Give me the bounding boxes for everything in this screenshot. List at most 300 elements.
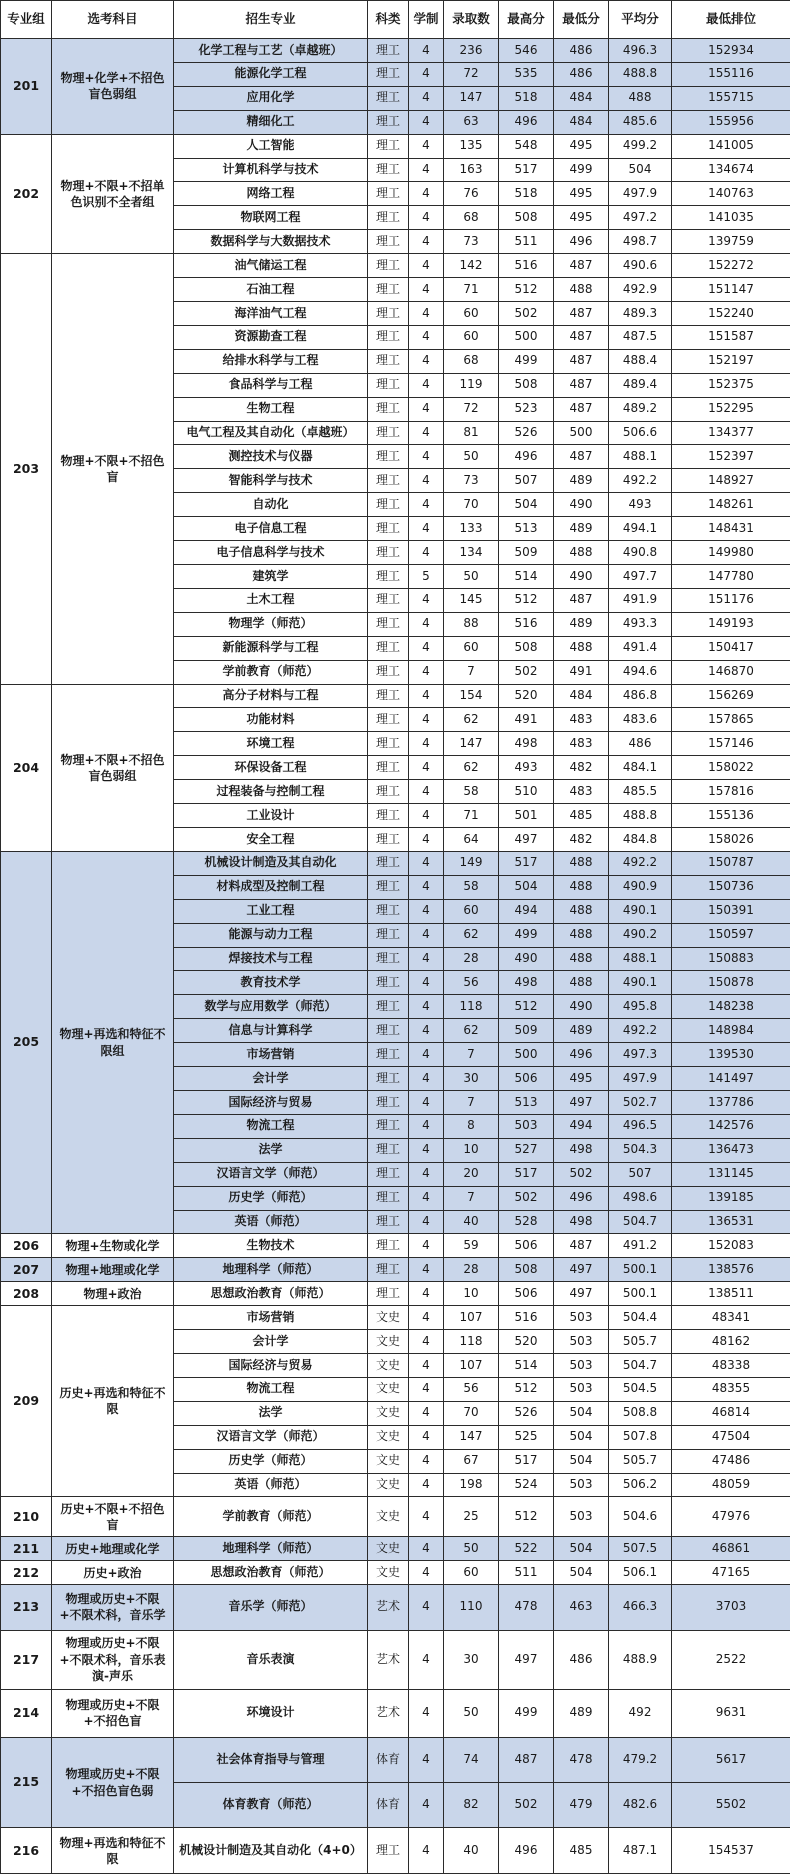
- max-score: 511: [499, 1561, 554, 1585]
- max-score: 508: [499, 373, 554, 397]
- major-name: 信息与计算科学: [174, 1019, 368, 1043]
- category: 艺术: [368, 1630, 409, 1689]
- table-row: [1, 1828, 790, 1874]
- max-score: 506: [499, 1282, 554, 1306]
- category: 理工: [368, 1162, 409, 1186]
- duration: 4: [409, 421, 444, 445]
- category: 理工: [368, 397, 409, 421]
- group-213: [1, 1585, 790, 1630]
- min-rank: 46814: [672, 1401, 790, 1425]
- header-row: [1, 1, 790, 39]
- min-rank: 136531: [672, 1210, 790, 1234]
- duration: 4: [409, 612, 444, 636]
- avg-score: 488.1: [609, 445, 672, 469]
- min-rank: 141035: [672, 206, 790, 230]
- min-rank: 137786: [672, 1090, 790, 1114]
- duration: 4: [409, 1186, 444, 1210]
- category: 理工: [368, 756, 409, 780]
- major-name: 地理科学（师范）: [174, 1258, 368, 1282]
- duration: 4: [409, 660, 444, 684]
- major-name: 国际经济与贸易: [174, 1353, 368, 1377]
- max-score: 520: [499, 1330, 554, 1354]
- group-subjects: 物理或历史+不限+不招色盲色弱: [52, 1737, 174, 1828]
- min-rank: 152375: [672, 373, 790, 397]
- major-name: 音乐表演: [174, 1630, 368, 1689]
- duration: 4: [409, 732, 444, 756]
- max-score: 527: [499, 1138, 554, 1162]
- major-name: 物联网工程: [174, 206, 368, 230]
- avg-score: 487.5: [609, 325, 672, 349]
- category: 理工: [368, 182, 409, 206]
- min-rank: 47504: [672, 1425, 790, 1449]
- admitted-count: 70: [444, 1401, 499, 1425]
- max-score: 508: [499, 206, 554, 230]
- min-score: 483: [554, 732, 609, 756]
- admitted-count: 73: [444, 469, 499, 493]
- avg-score: 505.7: [609, 1330, 672, 1354]
- major-name: 网络工程: [174, 182, 368, 206]
- group-code: 210: [1, 1497, 52, 1537]
- category: 理工: [368, 230, 409, 254]
- major-name: 汉语言文学（师范）: [174, 1162, 368, 1186]
- major-name: 资源勘查工程: [174, 325, 368, 349]
- avg-score: 466.3: [609, 1585, 672, 1630]
- group-215: [1, 1737, 790, 1828]
- avg-score: 504: [609, 158, 672, 182]
- min-rank: 47976: [672, 1497, 790, 1537]
- major-name: 法学: [174, 1401, 368, 1425]
- max-score: 504: [499, 493, 554, 517]
- max-score: 512: [499, 995, 554, 1019]
- avg-score: 500.1: [609, 1258, 672, 1282]
- category: 理工: [368, 804, 409, 828]
- avg-score: 504.3: [609, 1138, 672, 1162]
- major-name: 焊接技术与工程: [174, 947, 368, 971]
- admitted-count: 7: [444, 1090, 499, 1114]
- avg-score: 488.9: [609, 1630, 672, 1689]
- major-name: 油气储运工程: [174, 254, 368, 278]
- major-name: 英语（师范）: [174, 1473, 368, 1497]
- max-score: 528: [499, 1210, 554, 1234]
- min-score: 483: [554, 708, 609, 732]
- min-rank: 48162: [672, 1330, 790, 1354]
- major-name: 数学与应用数学（师范）: [174, 995, 368, 1019]
- min-score: 488: [554, 636, 609, 660]
- admitted-count: 8: [444, 1114, 499, 1138]
- group-code: 208: [1, 1282, 52, 1306]
- min-score: 484: [554, 110, 609, 134]
- category: 理工: [368, 1019, 409, 1043]
- table-row: [1, 134, 790, 158]
- avg-score: 493.3: [609, 612, 672, 636]
- category: 理工: [368, 684, 409, 708]
- admitted-count: 68: [444, 206, 499, 230]
- admitted-count: 30: [444, 1067, 499, 1091]
- table-row: [1, 1630, 790, 1689]
- max-score: 498: [499, 971, 554, 995]
- min-score: 488: [554, 899, 609, 923]
- max-score: 487: [499, 1737, 554, 1782]
- min-rank: 150787: [672, 851, 790, 875]
- major-name: 环保设备工程: [174, 756, 368, 780]
- duration: 4: [409, 158, 444, 182]
- min-rank: 150736: [672, 875, 790, 899]
- admitted-count: 133: [444, 517, 499, 541]
- max-score: 494: [499, 899, 554, 923]
- group-subjects: 物理或历史+不限+不限术科，音乐表演-声乐: [52, 1630, 174, 1689]
- major-name: 地理科学（师范）: [174, 1537, 368, 1561]
- min-score: 489: [554, 1689, 609, 1737]
- min-rank: 151147: [672, 278, 790, 302]
- max-score: 518: [499, 182, 554, 206]
- group-code: 206: [1, 1234, 52, 1258]
- min-rank: 47165: [672, 1561, 790, 1585]
- min-rank: 157816: [672, 780, 790, 804]
- admitted-count: 147: [444, 86, 499, 110]
- group-207: [1, 1258, 790, 1282]
- min-rank: 140763: [672, 182, 790, 206]
- admitted-count: 154: [444, 684, 499, 708]
- admitted-count: 7: [444, 1043, 499, 1067]
- admitted-count: 142: [444, 254, 499, 278]
- admitted-count: 71: [444, 804, 499, 828]
- admitted-count: 60: [444, 301, 499, 325]
- min-rank: 148431: [672, 517, 790, 541]
- avg-score: 491.2: [609, 1234, 672, 1258]
- avg-score: 499.2: [609, 134, 672, 158]
- group-subjects: 历史+再选和特征不限: [52, 1306, 174, 1497]
- group-code: 217: [1, 1630, 52, 1689]
- min-score: 490: [554, 493, 609, 517]
- min-rank: 138576: [672, 1258, 790, 1282]
- avg-score: 504.6: [609, 1497, 672, 1537]
- admitted-count: 72: [444, 62, 499, 86]
- avg-score: 494.1: [609, 517, 672, 541]
- admitted-count: 134: [444, 541, 499, 565]
- group-203: [1, 254, 790, 684]
- major-name: 物流工程: [174, 1377, 368, 1401]
- admitted-count: 147: [444, 732, 499, 756]
- min-rank: 157865: [672, 708, 790, 732]
- group-subjects: 物理或历史+不限+不限术科，音乐学: [52, 1585, 174, 1630]
- duration: 4: [409, 851, 444, 875]
- group-subjects: 历史+地理或化学: [52, 1537, 174, 1561]
- duration: 4: [409, 1377, 444, 1401]
- min-score: 489: [554, 612, 609, 636]
- min-score: 488: [554, 875, 609, 899]
- duration: 4: [409, 708, 444, 732]
- min-score: 485: [554, 804, 609, 828]
- major-name: 物理学（师范）: [174, 612, 368, 636]
- major-name: 机械设计制造及其自动化: [174, 851, 368, 875]
- admitted-count: 64: [444, 827, 499, 851]
- duration: 4: [409, 1090, 444, 1114]
- major-name: 测控技术与仪器: [174, 445, 368, 469]
- max-score: 496: [499, 1828, 554, 1874]
- admitted-count: 50: [444, 1689, 499, 1737]
- duration: 4: [409, 1401, 444, 1425]
- max-score: 490: [499, 947, 554, 971]
- max-score: 506: [499, 1234, 554, 1258]
- major-name: 智能科学与技术: [174, 469, 368, 493]
- group-204: [1, 684, 790, 851]
- admitted-count: 82: [444, 1783, 499, 1828]
- group-code: 215: [1, 1737, 52, 1828]
- group-subjects: 历史+政治: [52, 1561, 174, 1585]
- min-rank: 138511: [672, 1282, 790, 1306]
- category: 理工: [368, 971, 409, 995]
- max-score: 546: [499, 39, 554, 63]
- group-206: [1, 1234, 790, 1258]
- admitted-count: 88: [444, 612, 499, 636]
- duration: 4: [409, 1282, 444, 1306]
- min-score: 503: [554, 1473, 609, 1497]
- avg-score: 497.3: [609, 1043, 672, 1067]
- avg-score: 488.1: [609, 947, 672, 971]
- min-score: 487: [554, 373, 609, 397]
- major-name: 土木工程: [174, 588, 368, 612]
- category: 理工: [368, 1114, 409, 1138]
- duration: 4: [409, 230, 444, 254]
- group-212: [1, 1561, 790, 1585]
- admitted-count: 10: [444, 1138, 499, 1162]
- major-name: 海洋油气工程: [174, 301, 368, 325]
- admitted-count: 118: [444, 1330, 499, 1354]
- avg-score: 484.8: [609, 827, 672, 851]
- duration: 4: [409, 1234, 444, 1258]
- min-score: 499: [554, 158, 609, 182]
- category: 理工: [368, 660, 409, 684]
- admitted-count: 50: [444, 445, 499, 469]
- duration: 4: [409, 1330, 444, 1354]
- admitted-count: 50: [444, 564, 499, 588]
- group-code: 205: [1, 851, 52, 1234]
- admitted-count: 50: [444, 1537, 499, 1561]
- min-rank: 147780: [672, 564, 790, 588]
- min-score: 487: [554, 325, 609, 349]
- avg-score: 507: [609, 1162, 672, 1186]
- major-name: 思想政治教育（师范）: [174, 1561, 368, 1585]
- duration: 4: [409, 1019, 444, 1043]
- duration: 4: [409, 756, 444, 780]
- avg-score: 497.2: [609, 206, 672, 230]
- major-name: 新能源科学与工程: [174, 636, 368, 660]
- major-name: 市场营销: [174, 1043, 368, 1067]
- min-rank: 150883: [672, 947, 790, 971]
- avg-score: 488.4: [609, 349, 672, 373]
- min-score: 490: [554, 564, 609, 588]
- min-score: 503: [554, 1306, 609, 1330]
- group-208: [1, 1282, 790, 1306]
- min-score: 488: [554, 923, 609, 947]
- min-rank: 152272: [672, 254, 790, 278]
- max-score: 500: [499, 1043, 554, 1067]
- major-name: 高分子材料与工程: [174, 684, 368, 708]
- admitted-count: 60: [444, 899, 499, 923]
- min-score: 495: [554, 182, 609, 206]
- category: 艺术: [368, 1585, 409, 1630]
- min-score: 498: [554, 1210, 609, 1234]
- admitted-count: 56: [444, 971, 499, 995]
- max-score: 525: [499, 1425, 554, 1449]
- avg-score: 492.9: [609, 278, 672, 302]
- group-code: 201: [1, 39, 52, 135]
- duration: 4: [409, 899, 444, 923]
- admitted-count: 147: [444, 1425, 499, 1449]
- min-rank: 149193: [672, 612, 790, 636]
- min-rank: 158026: [672, 827, 790, 851]
- admitted-count: 25: [444, 1497, 499, 1537]
- major-name: 数据科学与大数据技术: [174, 230, 368, 254]
- category: 理工: [368, 325, 409, 349]
- category: 理工: [368, 62, 409, 86]
- major-name: 社会体育指导与管理: [174, 1737, 368, 1782]
- group-subjects: 物理+不限+不招色盲: [52, 254, 174, 684]
- group-code: 202: [1, 134, 52, 254]
- duration: 4: [409, 1561, 444, 1585]
- category: 理工: [368, 1234, 409, 1258]
- min-rank: 156269: [672, 684, 790, 708]
- category: 理工: [368, 421, 409, 445]
- admitted-count: 30: [444, 1630, 499, 1689]
- min-rank: 9631: [672, 1689, 790, 1737]
- min-score: 496: [554, 230, 609, 254]
- min-rank: 152240: [672, 301, 790, 325]
- min-score: 482: [554, 827, 609, 851]
- category: 理工: [368, 947, 409, 971]
- min-rank: 148927: [672, 469, 790, 493]
- major-name: 环境设计: [174, 1689, 368, 1737]
- min-score: 500: [554, 421, 609, 445]
- header-category: 科类: [368, 1, 409, 39]
- min-rank: 148261: [672, 493, 790, 517]
- max-score: 514: [499, 1353, 554, 1377]
- max-score: 512: [499, 278, 554, 302]
- group-subjects: 物理+化学+不招色盲色弱组: [52, 39, 174, 135]
- major-name: 石油工程: [174, 278, 368, 302]
- category: 理工: [368, 1258, 409, 1282]
- min-score: 503: [554, 1330, 609, 1354]
- category: 文史: [368, 1449, 409, 1473]
- admitted-count: 72: [444, 397, 499, 421]
- avg-score: 489.3: [609, 301, 672, 325]
- avg-score: 498.7: [609, 230, 672, 254]
- duration: 4: [409, 373, 444, 397]
- major-name: 安全工程: [174, 827, 368, 851]
- max-score: 478: [499, 1585, 554, 1630]
- admitted-count: 20: [444, 1162, 499, 1186]
- category: 理工: [368, 1043, 409, 1067]
- avg-score: 490.1: [609, 899, 672, 923]
- min-rank: 48341: [672, 1306, 790, 1330]
- min-rank: 152083: [672, 1234, 790, 1258]
- max-score: 493: [499, 756, 554, 780]
- avg-score: 494.6: [609, 660, 672, 684]
- min-rank: 146870: [672, 660, 790, 684]
- duration: 4: [409, 1689, 444, 1737]
- avg-score: 492.2: [609, 1019, 672, 1043]
- category: 理工: [368, 254, 409, 278]
- category: 理工: [368, 349, 409, 373]
- major-name: 材料成型及控制工程: [174, 875, 368, 899]
- max-score: 512: [499, 1497, 554, 1537]
- table-row: [1, 1282, 790, 1306]
- duration: 4: [409, 780, 444, 804]
- major-name: 生物工程: [174, 397, 368, 421]
- category: 理工: [368, 206, 409, 230]
- min-rank: 47486: [672, 1449, 790, 1473]
- group-subjects: 物理+再选和特征不限: [52, 1828, 174, 1874]
- duration: 4: [409, 134, 444, 158]
- category: 理工: [368, 851, 409, 875]
- category: 理工: [368, 732, 409, 756]
- max-score: 526: [499, 1401, 554, 1425]
- min-score: 504: [554, 1425, 609, 1449]
- category: 文史: [368, 1377, 409, 1401]
- min-score: 489: [554, 1019, 609, 1043]
- max-score: 524: [499, 1473, 554, 1497]
- avg-score: 497.7: [609, 564, 672, 588]
- major-name: 食品科学与工程: [174, 373, 368, 397]
- min-rank: 151587: [672, 325, 790, 349]
- max-score: 516: [499, 612, 554, 636]
- admitted-count: 163: [444, 158, 499, 182]
- avg-score: 488.8: [609, 62, 672, 86]
- group-subjects: 物理+生物或化学: [52, 1234, 174, 1258]
- duration: 4: [409, 62, 444, 86]
- admitted-count: 56: [444, 1377, 499, 1401]
- avg-score: 502.7: [609, 1090, 672, 1114]
- group-subjects: 物理+政治: [52, 1282, 174, 1306]
- avg-score: 504.7: [609, 1210, 672, 1234]
- admitted-count: 60: [444, 325, 499, 349]
- duration: 4: [409, 923, 444, 947]
- category: 理工: [368, 445, 409, 469]
- major-name: 能源与动力工程: [174, 923, 368, 947]
- min-score: 485: [554, 1828, 609, 1874]
- category: 文史: [368, 1425, 409, 1449]
- table-header: [1, 1, 790, 39]
- major-name: 工业设计: [174, 804, 368, 828]
- duration: 4: [409, 325, 444, 349]
- max-score: 516: [499, 1306, 554, 1330]
- max-score: 507: [499, 469, 554, 493]
- duration: 4: [409, 875, 444, 899]
- duration: 4: [409, 182, 444, 206]
- avg-score: 490.9: [609, 875, 672, 899]
- category: 艺术: [368, 1689, 409, 1737]
- category: 理工: [368, 827, 409, 851]
- category: 理工: [368, 1210, 409, 1234]
- min-rank: 152197: [672, 349, 790, 373]
- max-score: 510: [499, 780, 554, 804]
- table-row: [1, 684, 790, 708]
- avg-score: 504.7: [609, 1353, 672, 1377]
- min-rank: 139530: [672, 1043, 790, 1067]
- admitted-count: 40: [444, 1210, 499, 1234]
- category: 文史: [368, 1330, 409, 1354]
- min-rank: 148984: [672, 1019, 790, 1043]
- major-name: 精细化工: [174, 110, 368, 134]
- major-name: 自动化: [174, 493, 368, 517]
- avg-score: 506.2: [609, 1473, 672, 1497]
- duration: 4: [409, 110, 444, 134]
- max-score: 496: [499, 110, 554, 134]
- min-rank: 142576: [672, 1114, 790, 1138]
- min-score: 487: [554, 445, 609, 469]
- header-duration: 学制: [409, 1, 444, 39]
- major-name: 历史学（师范）: [174, 1449, 368, 1473]
